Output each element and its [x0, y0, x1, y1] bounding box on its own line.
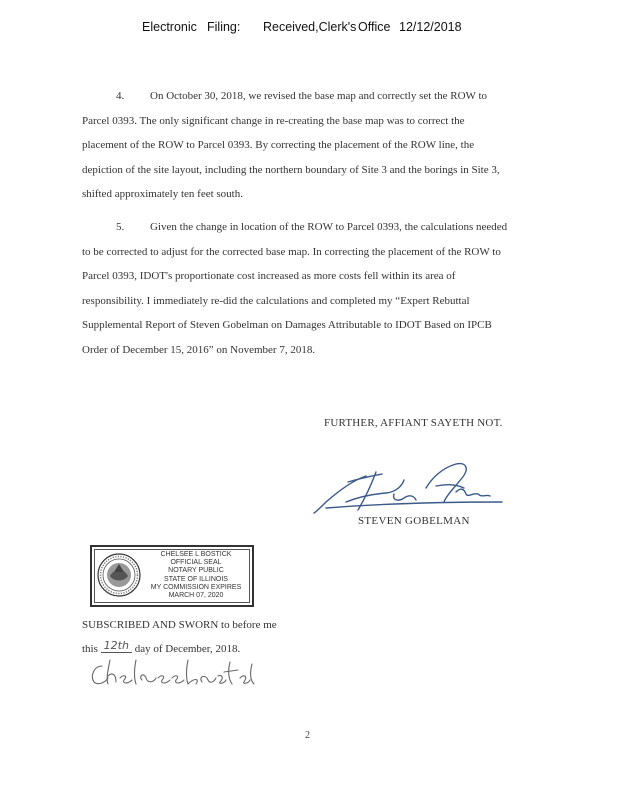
affiant-name: STEVEN GOBELMAN [358, 515, 470, 527]
paragraph-line [82, 215, 522, 240]
paragraph-line: shifted approximately ten feet south. [82, 188, 243, 201]
paragraph-line: Parcel 0393. The only significant change in re-creating the base map was to correct the [82, 114, 465, 127]
header-received: Received,Clerk's [263, 20, 357, 34]
jurat-day: 12th [101, 639, 132, 653]
seal-line: NOTARY PUBLIC [168, 567, 224, 575]
jurat-date-line [82, 639, 241, 656]
page-number: 2 [305, 730, 310, 741]
paragraph-line: placement of the ROW to Parcel 0393. By correcting the placement of the ROW line, the [82, 139, 475, 152]
jurat-rest: day of December, 2018. [134, 643, 241, 655]
seal-line: MY COMMISSION EXPIRES [150, 583, 242, 591]
header-electronic: Electronic [142, 20, 197, 34]
jurat-line: SUBSCRIBED AND SWORN to before me [82, 619, 277, 631]
paragraph-5 [82, 215, 522, 363]
paragraph-line: Order of December 15, 2016” on November 7, 2018. [82, 343, 316, 356]
paragraph-line: to be corrected to adjust for the corrected base map. In correcting the placement of the ROW to [82, 245, 501, 258]
seal-line: CHELSEE L BOSTICK [160, 551, 232, 558]
header-date: 12/12/2018 [399, 20, 462, 34]
header-office: Office [358, 20, 391, 34]
seal-text [144, 551, 248, 600]
paragraph-4 [82, 84, 522, 207]
seal-line: MARCH 07, 2020 [168, 592, 224, 600]
closing-statement: FURTHER, AFFIANT SAYETH NOT. [324, 417, 503, 429]
paragraph-line: depiction of the site layout, including the northern boundary of Site 3 and the borings in Site 3, [82, 163, 500, 176]
notary-signature [88, 656, 258, 690]
paragraph-number: 4. [116, 90, 125, 102]
state-seal-icon [96, 552, 142, 598]
paragraph-line: Supplemental Report of Steven Gobelman on Damages Attributable to IDOT Based on IPCB [82, 319, 492, 332]
paragraph-line [82, 84, 522, 109]
paragraph-line: Parcel 0393, IDOT's proportionate cost increased as more costs fell within its area of [82, 270, 456, 283]
paragraph-text: Given the change in location of the ROW to Parcel 0393, the calculations needed [150, 221, 508, 233]
jurat-this: this [82, 643, 98, 655]
paragraph-line: responsibility. I immediately re-did the calculations and completed my “Expert Rebuttal [82, 294, 470, 307]
notary-seal [90, 545, 254, 607]
header-filing: Filing: [207, 20, 241, 34]
affiant-signature [306, 458, 506, 520]
seal-line: STATE OF ILLINOIS [164, 575, 228, 583]
seal-line: OFFICIAL SEAL [170, 559, 222, 567]
paragraph-number: 5. [116, 221, 125, 233]
filing-header [0, 20, 618, 40]
paragraph-text: On October 30, 2018, we revised the base map and correctly set the ROW to [150, 90, 488, 102]
